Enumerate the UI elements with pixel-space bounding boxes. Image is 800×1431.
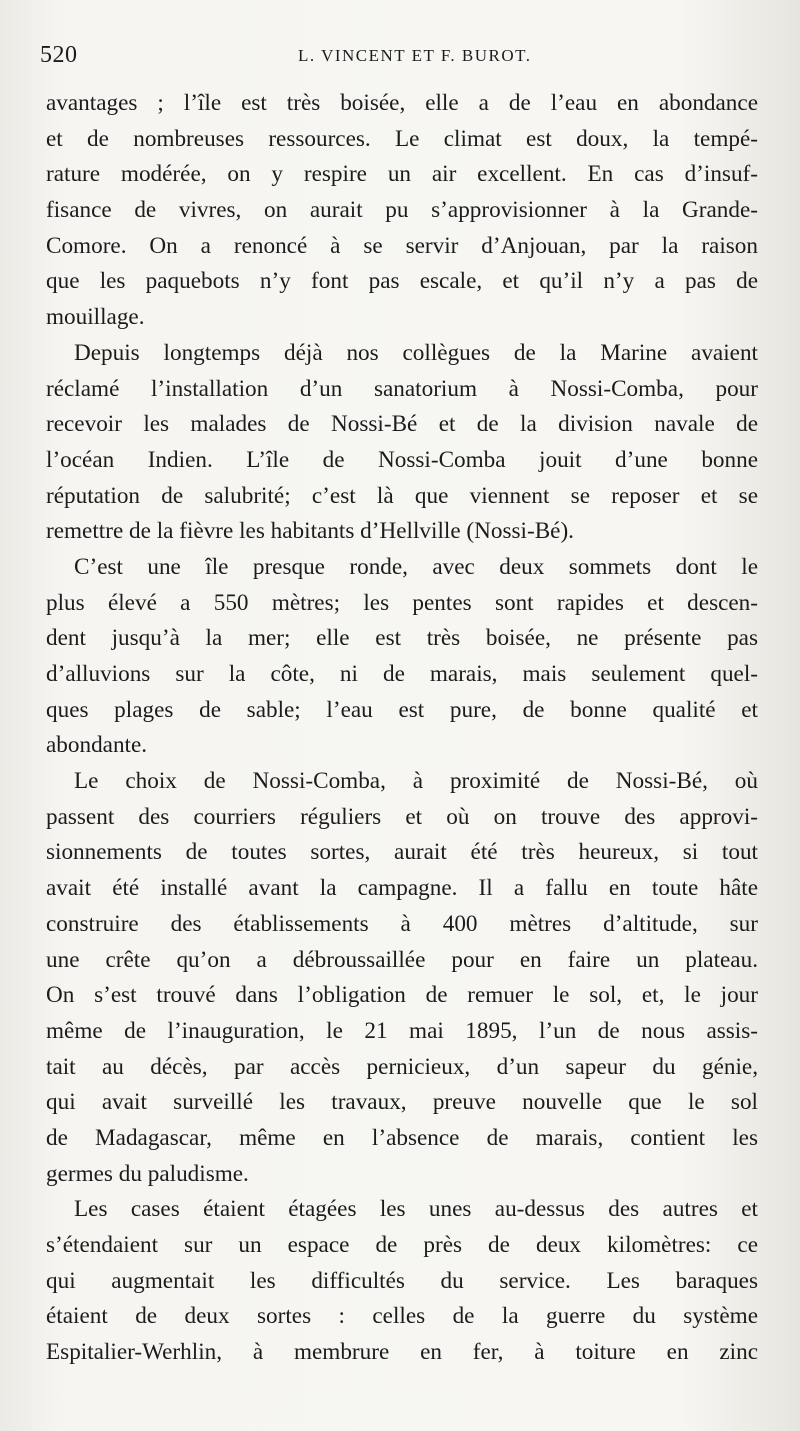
paragraph bbox=[46, 86, 758, 336]
page-header bbox=[40, 42, 760, 78]
paragraph bbox=[46, 1192, 758, 1370]
paragraph bbox=[46, 764, 758, 1192]
page-number: 520 bbox=[40, 42, 78, 68]
text-line: mouillage. bbox=[46, 304, 145, 331]
text-line: étaient de deux sortes : celles de la guerre du système bbox=[46, 1303, 758, 1330]
text-line: fisance de vivres, on aurait pu s’approvisionner à la Grande- bbox=[46, 197, 758, 224]
text-line: On s’est trouvé dans l’obligation de remuer le sol, et, le jour bbox=[46, 982, 758, 1009]
text-line: germes du paludisme. bbox=[46, 1160, 249, 1187]
text-line: et de nombreuses ressources. Le climat est doux, la tempé- bbox=[46, 125, 758, 152]
paragraph bbox=[46, 336, 758, 550]
text-line: dent jusqu’à la mer; elle est très boisée, ne présente pas bbox=[46, 625, 758, 652]
text-line: plus élevé a 550 mètres; les pentes sont rapides et descen- bbox=[46, 589, 758, 616]
text-line: remettre de la fièvre les habitants d’Hellville (Nossi-Bé). bbox=[46, 518, 574, 545]
text-line: recevoir les malades de Nossi-Bé et de la division navale de bbox=[46, 411, 758, 438]
text-line: d’alluvions sur la côte, ni de marais, mais seulement quel- bbox=[46, 661, 758, 687]
text-line: avait été installé avant la campagne. Il a fallu en toute hâte bbox=[46, 875, 758, 902]
body-text bbox=[46, 86, 758, 1371]
text-line: s’étendaient sur un espace de près de deux kilomètres: ce bbox=[46, 1232, 758, 1258]
paragraph bbox=[46, 550, 758, 764]
text-line: que les paquebots n’y font pas escale, et qu’il n’y a pas de bbox=[46, 268, 758, 295]
text-line: Les cases étaient étagées les unes au-dessus des autres et bbox=[74, 1196, 758, 1223]
text-line: tait au décès, par accès pernicieux, d’un sapeur du génie, bbox=[46, 1053, 758, 1080]
text-line: qui avait surveillé les travaux, preuve nouvelle que le sol bbox=[46, 1089, 758, 1116]
text-line: même de l’inauguration, le 21 mai 1895, l’un de nous assis- bbox=[46, 1017, 758, 1044]
running-head: L. VINCENT ET F. BUROT. bbox=[298, 46, 532, 65]
text-line: de Madagascar, même en l’absence de marais, contient les bbox=[46, 1124, 758, 1151]
text-line: Comore. On a renoncé à se servir d’Anjouan, par la raison bbox=[46, 232, 758, 259]
text-line: Depuis longtemps déjà nos collègues de la Marine avaient bbox=[74, 339, 758, 366]
text-line: l’océan Indien. L’île de Nossi-Comba jouit d’une bonne bbox=[46, 446, 758, 473]
text-line: réputation de salubrité; c’est là que viennent se reposer et se bbox=[46, 482, 758, 509]
text-line: abondante. bbox=[46, 732, 148, 759]
text-line: Le choix de Nossi-Comba, à proximité de Nossi-Bé, où bbox=[74, 768, 758, 795]
text-line: réclamé l’installation d’un sanatorium à Nossi-Comba, pour bbox=[46, 375, 758, 402]
text-line: construire des établissements à 400 mètres d’altitude, sur bbox=[46, 910, 758, 937]
text-line: Espitalier-Werhlin, à membrure en fer, à toiture en zinc bbox=[46, 1339, 758, 1366]
text-line: sionnements de toutes sortes, aurait été très heureux, si tout bbox=[46, 839, 758, 866]
text-line: avantages ; l’île est très boisée, elle a de l’eau en abondance bbox=[46, 90, 758, 116]
text-line: rature modérée, on y respire un air excellent. En cas d’insuf- bbox=[46, 161, 758, 188]
text-line: ques plages de sable; l’eau est pure, de bonne qualité et bbox=[46, 696, 758, 723]
text-line: qui augmentait les difficultés du service. Les baraques bbox=[46, 1267, 758, 1294]
text-line: C’est une île presque ronde, avec deux sommets dont le bbox=[74, 553, 758, 580]
text-line: une crête qu’on a débroussaillée pour en faire un plateau. bbox=[46, 946, 758, 973]
text-line: passent des courriers réguliers et où on trouve des approvi- bbox=[46, 803, 758, 830]
